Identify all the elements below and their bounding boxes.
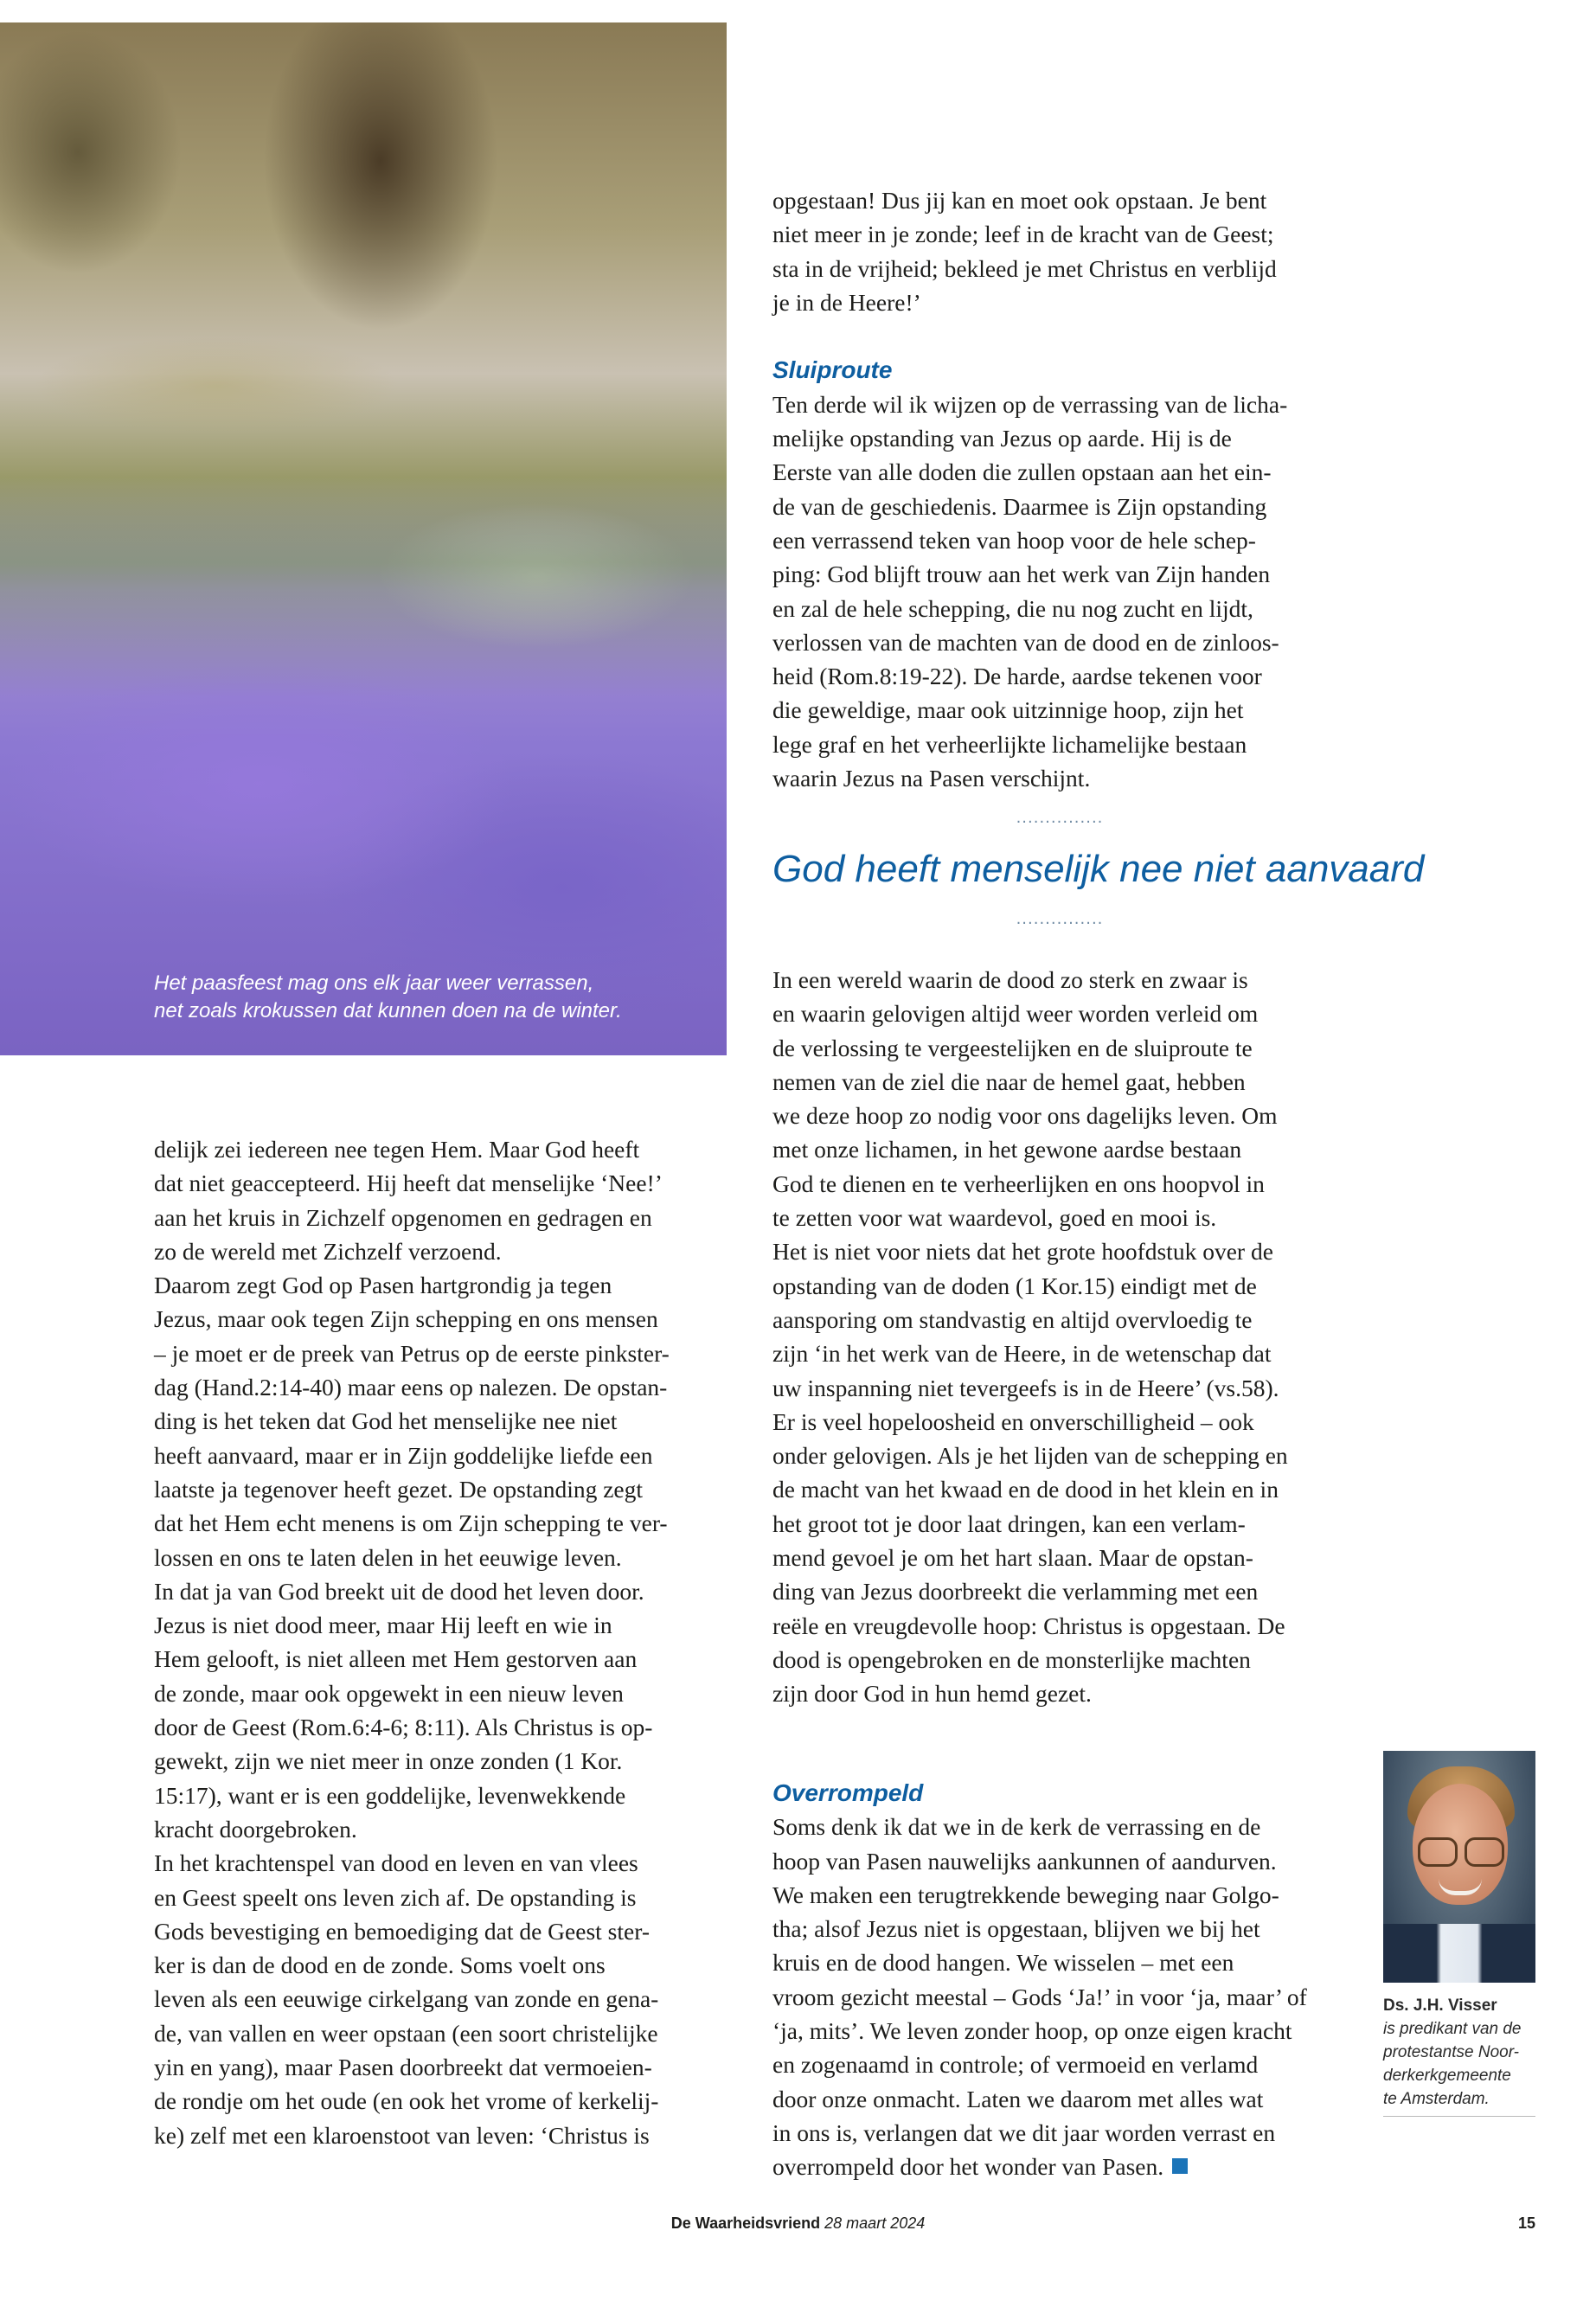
text-line: In het krachtenspel van dood en leven en van vlees (154, 1849, 638, 1877)
text-line: met onze lichamen, in het gewone aardse bestaan (772, 1136, 1242, 1163)
photo-caption (154, 970, 673, 1025)
author-role-line: te Amsterdam. (1383, 2090, 1490, 2108)
text-line: opgestaan! Dus jij kan en moet ook opstaan. Je bent (772, 187, 1267, 214)
author-role-line: is predikant van de (1383, 2020, 1522, 2038)
text-line: laatste ja tegenover heeft gezet. De opstanding zegt (154, 1475, 644, 1503)
text-line: de rondje om het oude (en ook het vrome of kerkelij- (154, 2087, 659, 2115)
text-line: In een wereld waarin de dood zo sterk en zwaar is (772, 966, 1248, 993)
text-line: Hem gelooft, is niet alleen met Hem gestorven aan (154, 1645, 638, 1673)
text-line: dag (Hand.2:14-40) maar eens op nalezen. De opstan- (154, 1374, 668, 1401)
text-line: Jezus is niet dood meer, maar Hij leeft en wie in (154, 1612, 612, 1639)
text-line: en Geest speelt ons leven zich af. De opstanding is (154, 1883, 637, 1911)
text-line: door de Geest (Rom.6:4-6; 8:11). Als Christus is op- (154, 1714, 653, 1741)
text-line: in ons is, verlangen dat we dit jaar worden verrast en (772, 2118, 1276, 2146)
text-line: sta in de vrijheid; bekleed je met Christus en verblijd (772, 254, 1277, 282)
subheading-sluiproute: Sluiproute (772, 356, 893, 384)
author-bio (1383, 1994, 1539, 2117)
text-line: gewekt, zijn we niet meer in onze zonden (1 Kor. (154, 1747, 623, 1775)
text-line: en zal de hele schepping, die nu nog zucht en lijdt, (772, 594, 1253, 622)
text-line: Daarom zegt God op Pasen hartgrondig ja tegen (154, 1272, 612, 1299)
pullquote: God heeft menselijk nee niet aanvaard (772, 848, 1425, 890)
text-line: tha; alsof Jezus niet is opgestaan, blijven we bij het (772, 1915, 1260, 1943)
text-line: vroom gezicht meestal – Gods ‘Ja!’ in voor ‘ja, maar’ of (772, 1983, 1307, 2010)
text-line: heid (Rom.8:19-22). De harde, aardse tekenen voor (772, 663, 1262, 690)
magazine-name: De Waarheidsvriend (670, 2214, 821, 2232)
text-line: Eerste van alle doden die zullen opstaan aan het ein- (772, 458, 1272, 486)
text-line: de verlossing te vergeestelijken en de sluiproute te (772, 1034, 1253, 1061)
text-line: Het is niet voor niets dat het grote hoofdstuk over de (772, 1238, 1273, 1266)
issue-date: 28 maart 2024 (824, 2214, 926, 2232)
text-line: Ten derde wil ik wijzen op de verrassing van de licha- (772, 390, 1288, 418)
text-line: zijn door God in hun hemd gezet. (772, 1680, 1092, 1708)
portrait-glasses (1418, 1837, 1504, 1863)
text-line: melijke opstanding van Jezus op aarde. Hij is de (772, 425, 1232, 452)
text-line: mend gevoel je om het hart slaan. Maar de opstan- (772, 1544, 1253, 1572)
page-number: 15 (1517, 2214, 1535, 2232)
subheading-overrompeld: Overrompeld (772, 1779, 924, 1806)
author-name: Ds. J.H. Visser (1383, 1997, 1497, 2015)
text-line: de macht van het kwaad en de dood in het klein en in (772, 1476, 1279, 1503)
text-line: heeft aanvaard, maar er in Zijn goddelijke liefde een (154, 1441, 653, 1469)
text-line: die geweldige, maar ook uitzinnige hoop, zijn het (772, 696, 1244, 724)
left-column (154, 1132, 734, 2152)
author-role-line: protestantse Noor- (1383, 2043, 1520, 2061)
text-line: en zogenaamd in controle; of vermoeid en verlamd (772, 2051, 1259, 2079)
footer-publication (0, 2214, 1596, 2233)
text-line: kracht doorgebroken. (154, 1815, 357, 1843)
text-line: aansporing om standvastig en altijd overvloedig te (772, 1305, 1253, 1333)
text-line: ping: God blijft trouw aan het werk van Zijn handen (772, 561, 1271, 588)
text-line: verlossen van de machten van de dood en de zinloos- (772, 628, 1279, 656)
text-line: lossen en ons te laten delen in het eeuwige leven. (154, 1543, 622, 1571)
pullquote-dots-top: ............... (1016, 809, 1104, 827)
end-of-article-square-icon (1172, 2158, 1188, 2174)
pullquote-dots-bottom: ............... (1016, 910, 1104, 928)
text-line: je in de Heere!’ (772, 288, 921, 316)
photo-grass-band (0, 472, 727, 697)
text-line: onder gelovigen. Als je het lijden van de schepping en (772, 1442, 1288, 1470)
right-column-bottom (772, 1776, 1361, 2184)
text-line: niet meer in je zonde; leef in de kracht van de Geest; (772, 221, 1274, 248)
crocus-photo (0, 22, 727, 1055)
text-line: ker is dan de dood en de zonde. Soms voelt ons (154, 1952, 606, 1979)
text-line: opstanding van de doden (1 Kor.15) eindigt met de (772, 1272, 1257, 1299)
text-line: kruis en de dood hangen. We wisselen – met een (772, 1949, 1234, 1977)
text-line: uw inspanning niet tevergeefs is in de Heere’ (vs.58). (772, 1374, 1279, 1401)
text-line: yin en yang), maar Pasen doorbreekt dat vermoeien- (154, 2054, 652, 2081)
text-line: ke) zelf met een klaroenstoot van leven: ‘Christus is (154, 2121, 650, 2149)
text-line: lege graf en het verheerlijkte lichamelijke bestaan (772, 730, 1247, 758)
text-line: In dat ja van God breekt uit de dood het leven door. (154, 1577, 644, 1605)
text-line: hoop van Pasen nauwelijks aankunnen of aandurven. (772, 1847, 1277, 1875)
right-column-top (772, 183, 1361, 795)
text-line: ‘ja, mits’. We leven zonder hoop, op onze eigen kracht (772, 2017, 1292, 2045)
text-line: – je moet er de preek van Petrus op de eerste pinkster- (154, 1339, 670, 1367)
text-line: delijk zei iedereen nee tegen Hem. Maar God heeft (154, 1136, 640, 1163)
text-line: de, van vallen en weer opstaan (een soort christelijke (154, 2019, 658, 2047)
right-column-middle (772, 963, 1361, 1711)
caption-line: Het paasfeest mag ons elk jaar weer verrassen, (154, 971, 594, 995)
text-line: dat het Hem echt menens is om Zijn schepping te ver- (154, 1509, 668, 1537)
text-line: de van de geschiedenis. Daarmee is Zijn opstanding (772, 492, 1267, 520)
caption-line: net zoals krokussen dat kunnen doen na de winter. (154, 999, 622, 1022)
author-role-line: derkerkgemeente (1383, 2067, 1511, 2085)
last-line-text: overrompeld door het wonder van Pasen. (772, 2153, 1164, 2181)
text-line: zijn ‘in het werk van de Heere, in de wetenschap dat (772, 1340, 1272, 1368)
text-line: Gods bevestiging en bemoediging dat de Geest ster- (154, 1917, 650, 1945)
text-line: reële en vreugdevolle hoop: Christus is opgestaan. De (772, 1612, 1285, 1639)
text-line: en waarin gelovigen altijd weer worden verleid om (772, 1000, 1259, 1028)
text-line: leven als een eeuwige cirkelgang van zonde en gena- (154, 1985, 659, 2013)
text-line: Jezus, maar ook tegen Zijn schepping en ons mensen (154, 1305, 658, 1333)
text-line: dood is opengebroken en de monsterlijke machten (772, 1645, 1251, 1673)
text-line: te zetten voor wat waardevol, goed en mooi is. (772, 1204, 1217, 1232)
text-line: 15:17), want er is een goddelijke, levenwekkende (154, 1781, 626, 1809)
text-line: nemen van de ziel die naar de hemel gaat, hebben (772, 1067, 1246, 1095)
text-line: door onze onmacht. Laten we daarom met alles wat (772, 2085, 1264, 2112)
text-line: een verrassend teken van hoop voor de hele schep- (772, 526, 1256, 554)
text-line: ding van Jezus doorbreekt die verlamming met een (772, 1578, 1259, 1606)
author-portrait (1383, 1751, 1535, 1983)
text-line: Er is veel hopeloosheid en onverschilligheid – ook (772, 1407, 1254, 1435)
text-line: waarin Jezus na Pasen verschijnt. (772, 765, 1091, 792)
text-line: Soms denk ik dat we in de kerk de verrassing en de (772, 1813, 1261, 1841)
author-divider (1383, 2116, 1535, 2117)
text-line: het groot tot je door laat dringen, kan een verlam- (772, 1509, 1246, 1537)
portrait-shirt (1383, 1924, 1535, 1983)
text-line: zo de wereld met Zichzelf verzoend. (154, 1237, 502, 1265)
text-line: ding is het teken dat God het menselijke nee niet (154, 1407, 618, 1435)
text-line: We maken een terugtrekkende beweging naar Golgo- (772, 1881, 1279, 1908)
text-line: God te dienen en te verheerlijken en ons hoopvol in (772, 1170, 1265, 1197)
text-line: aan het kruis in Zichzelf opgenomen en gedragen en (154, 1203, 652, 1231)
text-line: dat niet geaccepteerd. Hij heeft dat menselijke ‘Nee!’ (154, 1170, 663, 1197)
text-line: de zonde, maar ook opgewekt in een nieuw leven (154, 1679, 624, 1707)
text-line: we deze hoop zo nodig voor ons dagelijks leven. Om (772, 1102, 1278, 1130)
text-line (772, 2150, 1361, 2183)
